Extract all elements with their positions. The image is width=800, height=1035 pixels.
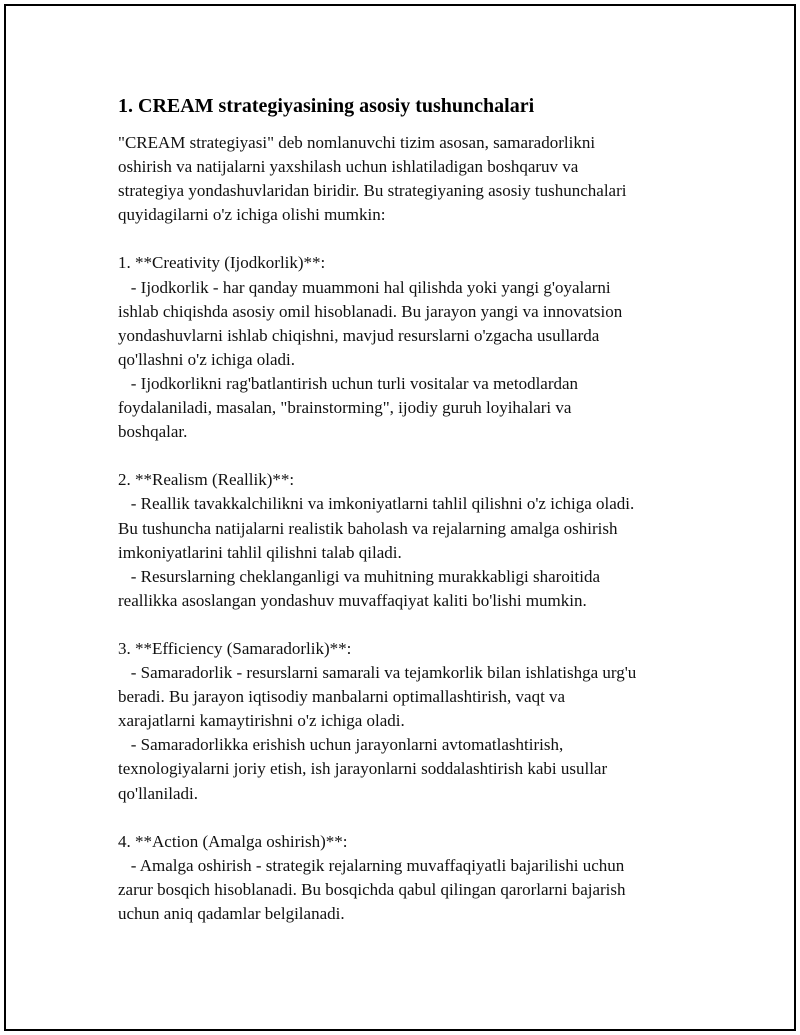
document-content — [118, 93, 688, 926]
body-text: "CREAM strategiyasi" deb nomlanuvchi tizim asosan, samaradorlikni oshirish va natijalarni yaxshilash uchun ishlatiladigan boshqaruv va strategiya yondashuvlaridan biridir. Bu strategiyaning asosiy tushunchalari quyidagilarni o'z ichiga olishi mumkin: 1. **Creativity (Ijodkorlik)**: - Ijodkorlik - har qanday muammoni hal qilishda yoki yangi g'oyalarni ishlab chiqishda asosiy omil hisoblanadi. Bu jarayon yangi va innovatsion yondashuvlarni ishlab chiqishni, mavjud resurslarni o'zgacha usullarda qo'llashni o'z ichiga oladi. - Ijodkorlikni rag'batlantirish uchun turli vositalar va metodlardan foydalaniladi, masalan, "brainstorming", ijodiy guruh loyihalari va boshqalar. 2. **Realism (Reallik)**: - Reallik tavakkalchilikni va imkoniyatlarni tahlil qilishni o'z ichiga oladi. Bu tushuncha natijalarni realistik baholash va rejalarning amalga oshirish imkoniyatlarini tahlil qilishni talab qiladi. - Resurslarning cheklanganligi va muhitning murakkabligi sharoitida reallikka asoslangan yondashuv muvaffaqiyat kaliti bo'lishi mumkin. 3. **Efficiency (Samaradorlik)**: - Samaradorlik - resurslarni samarali va tejamkorlik bilan ishlatishga urg'u beradi. Bu jarayon iqtisodiy manbalarni optimallashtirish, vaqt va xarajatlarni kamaytirishni o'z ichiga oladi. - Samaradorlikka erishish uchun jarayonlarni avtomatlashtirish, texnologiyalarni joriy etish, ish jarayonlarni soddalashtirish kabi usullar qo'llaniladi. 4. **Action (Amalga oshirish)**: - Amalga oshirish - strategik rejalarning muvaffaqiyatli bajarilishi uchun zarur bosqich hisoblanadi. Bu bosqichda qabul qilingan qarorlarni bajarish uchun aniq qadamlar belgilanadi. — [118, 133, 637, 923]
section-heading: 1. CREAM strategiyasining asosiy tushunchalari — [118, 95, 535, 117]
